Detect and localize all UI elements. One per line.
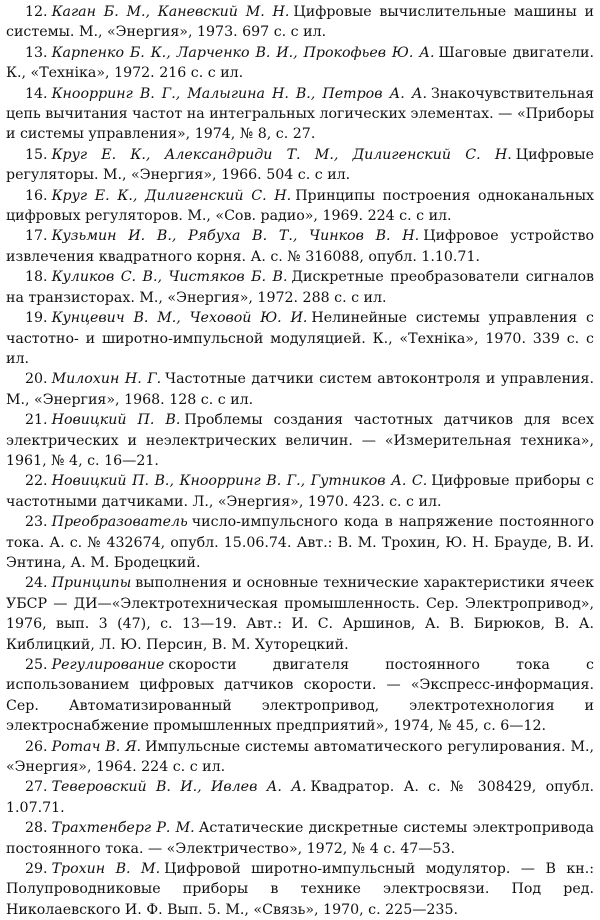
reference-authors: Принципы [51,575,132,592]
reference-text: Импульсные системы автоматического регулирования. М., «Энергия», 1964. 224 с. с ил. [6,738,594,776]
reference-authors: Куликов С. В., Чистяков Б. В. [51,269,288,286]
reference-text: Принципы построения одноканальных цифровых регуляторов. М., «Сов. радио», 1969. 224 с. с ил. [6,187,594,225]
reference-text: Знакочувствительная цепь вычитания частот на интегральных логических элементах. — «Приборы и системы управления», 1974, № 8, с. 27. [6,85,594,143]
reference-24 [6,573,594,655]
reference-12 [6,2,594,43]
reference-text: скорости двигателя постоянного тока с использованием цифровых датчиков скорости. — «Экспресс-информация. Сер. Автоматизированный электропривод, электротехнология и электроснабжение промышленных предприятий», 1974, № 45, с. 6—12. [6,657,594,735]
reference-27 [6,777,594,818]
reference-text: Дискретные преобразователи сигналов на транзисторах. М., «Энергия», 1972. 288 с. с ил. [6,269,594,306]
reference-authors: Каган Б. М., Каневский М. Н. [51,4,290,20]
reference-21 [6,410,594,471]
reference-text: Цифровые вычислительные машины и системы. М., «Энергия», 1973. 697 с. с ил. [6,4,594,41]
reference-20 [6,369,594,410]
reference-text: Цифровые регуляторы. М., «Энергия», 1966. 504 с. с ил. [6,146,594,184]
reference-authors: Трохин В. М. [51,861,161,878]
reference-text: Частотные датчики систем автоконтроля и управления. М., «Энергия», 1968. 128 с. с ил. [6,371,594,408]
reference-authors: Ротач В. Я. [51,738,142,755]
reference-number: 22. [25,473,48,490]
reference-number: 17. [25,228,48,245]
reference-17 [6,226,594,267]
reference-29 [6,859,594,920]
reference-28 [6,818,594,859]
reference-authors: Новицкий П. В., Кноорринг В. Г., Гутников А. С. [51,473,428,490]
reference-15 [6,145,594,186]
reference-13 [6,43,594,84]
reference-number: 19. [25,310,48,327]
reference-text: Цифровые приборы с частотными датчиками. Л., «Энергия», 1970. 423. с. с ил. [6,473,594,510]
reference-authors: Теверовский В. И., Ивлев А. А. [51,779,307,796]
reference-number: 12. [25,4,48,20]
reference-authors: Новицкий П. В. [51,412,181,429]
reference-authors: Кунцевич В. М., Чеховой Ю. И. [51,310,308,327]
reference-authors: Регулирование [51,657,165,673]
reference-text: число-импульсного кода в напряжение постоянного тока. А. с. № 432674, опубл. 15.06.74. Авт.: В. М. Трохин, Ю. Н. Брауде, В. И. Энтина, А. М. Бродецкий. [6,514,594,571]
reference-25 [6,655,594,737]
reference-18 [6,267,594,308]
reference-19 [6,308,594,369]
reference-authors: Милохин Н. Г. [51,371,162,388]
reference-authors: Карпенко Б. К., Ларченко В. И., Прокофьев Ю. А. [51,44,435,61]
reference-23 [6,512,594,573]
reference-number: 18. [25,269,48,286]
reference-text: Шаговые двигатели. К., «Техніка», 1972. 216 с. с ил. [6,44,594,82]
reference-text: Проблемы создания частотных датчиков для всех электрических и неэлектрических величин. — «Измерительная техника», 1961, № 4, с. 16—21. [6,412,594,469]
reference-number: 15. [25,146,48,163]
reference-authors: Кноорринг В. Г., Малыгина Н. В., Петров А. А. [51,85,428,102]
reference-text: Цифровой широтно-импульсный модулятор. — В кн.: Полупроводниковые приборы в технике электросвязи. Под ред. Николаевского И. Ф. Вып. 5. М., «Связь», 1970, с. 225—235. [6,861,595,918]
reference-number: 26. [25,738,48,755]
reference-22 [6,471,594,512]
reference-26 [6,737,594,778]
reference-number: 25. [25,657,48,673]
reference-authors: Круг Е. К., Александриди Т. М., Дилигенский С. Н. [51,146,512,163]
reference-text: Астатические дискретные системы электропривода постоянного тока. — «Электричество», 1972, № 4 с. 47—53. [6,820,594,857]
reference-authors: Преобразователь [51,514,188,531]
reference-number: 24. [25,575,48,592]
reference-text: выполнения и основные технические характеристики ячеек УБСР — ДИ—«Электротехническая промышленность. Сер. Электропривод», 1976, вып. 3 (47), с. 13—19. Авт.: И. С. Аршинов, А. В. Бирюков, В. А. Киблицкий, Л. Ю. Персин, В. М. Хуторецкий. [6,575,594,653]
reference-number: 23. [25,514,48,531]
reference-16 [6,186,594,227]
reference-14 [6,84,594,145]
reference-number: 14. [25,85,48,102]
reference-text: Нелинейные системы управления с частотно- и широтно-импульсной модуляцией. К., «Техніка», 1970. 339 с. с ил. [6,310,594,367]
reference-text: Цифровое устройство извлечения квадратного корня. А. с. № 316088, опубл. 1.10.71. [6,228,594,265]
reference-number: 29. [25,861,48,878]
reference-number: 13. [25,44,48,61]
reference-authors: Трахтенберг Р. М. [51,820,195,837]
reference-number: 21. [25,412,48,429]
reference-authors: Кузьмин И. В., Рябуха В. Т., Чинков В. Н. [51,228,420,245]
reference-number: 28. [25,820,48,837]
reference-authors: Круг Е. К., Дилигенский С. Н. [51,187,292,204]
reference-number: 20. [25,371,48,388]
reference-number: 16. [25,187,48,204]
reference-number: 27. [25,779,48,796]
reference-text: Квадратор. А. с. № 308429, опубл. 1.07.71. [6,779,594,816]
